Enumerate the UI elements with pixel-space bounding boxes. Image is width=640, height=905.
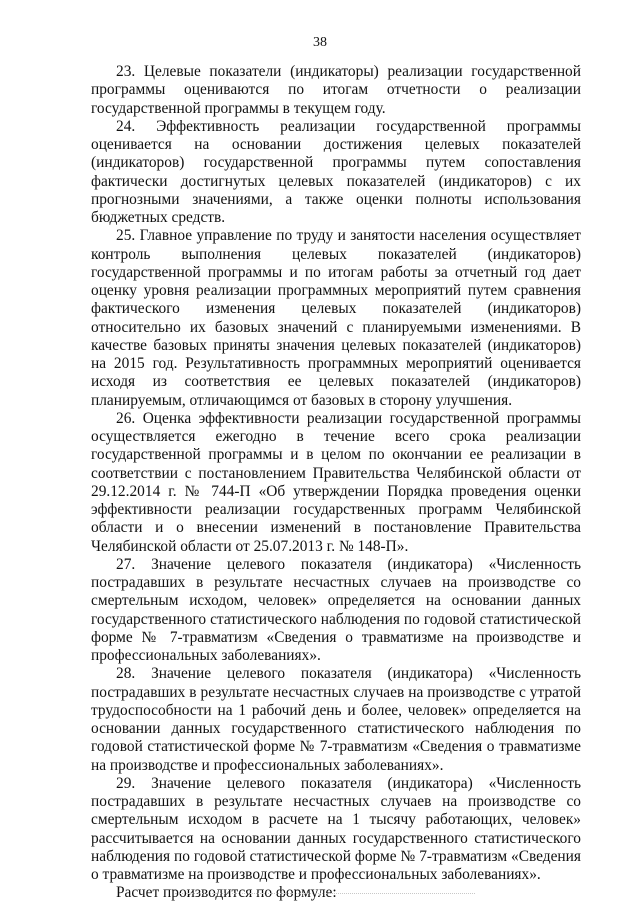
footer-divider [175,893,475,894]
document-body [91,63,581,903]
paragraph-24: 24. Эффективность реализации государственной программы оценивается на основании достижения целевых показателей (индикаторов) государственной программы путем сопоставления фактически достигнутых целевых показателей (индикаторов) с их прогнозными значениями, а также оценки полноты использования бюджетных средств. [91,117,581,226]
page-number: 38 [313,35,327,50]
paragraph-29: 29. Значение целевого показателя (индикатора) «Численность пострадавших в результате несчастных случаев на производстве со смертельным исходом в расчете на 1 тысячу работающих, человек» рассчитывается на основании данных государственного статистического наблюдения по годовой статистической форме № 7-травматизм «Сведения о травматизме на производстве и профессиональных заболеваниях». [91,774,581,883]
paragraph-26: 26. Оценка эффективности реализации государственной программы осуществляется ежегодно в течение всего срока реализации государственной программы и в целом по окончании ее реализации в соответствии с постановлением Правительства Челябинской области от 29.12.2014 г. № 744-П «Об утверждении Порядка проведения оценки эффективности реализации государственных программ Челябинской области и о внесении изменений в постановление Правительства Челябинской области от 25.07.2013 г. № 148-П». [91,409,581,555]
paragraph-formula-intro: Расчет производится по формуле: [116,884,337,902]
paragraph-28: 28. Значение целевого показателя (индикатора) «Численность пострадавших в результате несчастных случаев на производстве с утратой трудоспособности на 1 рабочий день и более, человек» определяется на основании данных государственного статистического наблюдения по годовой статистической форме № 7-травматизм «Сведения о травматизме на производстве и профессиональных заболеваниях». [91,665,581,774]
paragraph-25: 25. Главное управление по труду и занятости населения осуществляет контроль выполнения целевых показателей (индикаторов) государственной программы и по итогам работы за отчетный год дает оценку уровня реализации программных мероприятий путем сравнения фактического изменения целевых показателей (индикаторов) относительно их базовых значений с планируемыми изменениями. В качестве базовых приняты значения целевых показателей (индикаторов) на 2015 год. Результативность программных мероприятий оценивается исходя из соответствия ее целевых показателей (индикаторов) планируемым, отличающимся от базовых в сторону улучшения. [91,227,581,409]
paragraph-23: 23. Целевые показатели (индикаторы) реализации государственной программы оцениваются по итогам отчетности о реализации государственной программы в текущем году. [91,63,581,117]
paragraph-27: 27. Значение целевого показателя (индикатора) «Численность пострадавших в результате несчастных случаев на производстве со смертельным исходом, человек» определяется на основании данных государственного статистического наблюдения по годовой статистической форме № 7-травматизм «Сведения о травматизме на производстве и профессиональных заболеваниях». [91,555,581,664]
